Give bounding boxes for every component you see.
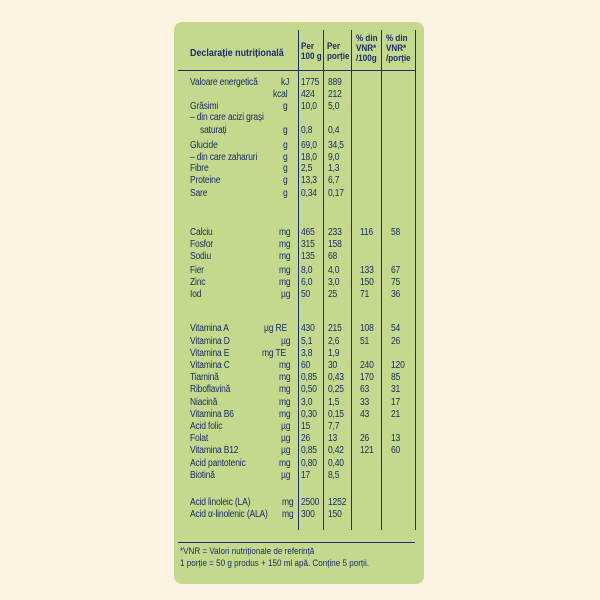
value-per-portie: 5,0 [328,101,340,112]
nutrient-name: Acid folic [190,421,223,432]
value-per-portie: 215 [328,323,342,334]
nutrient-name: Valoare energetică [190,77,258,88]
nutrient-unit: mg [279,227,291,238]
nutrient-unit: µg [281,445,291,456]
nutrient-name: Acid linoleic (LA) [190,497,251,508]
nutrient-unit: mg [279,409,291,420]
value-per-portie: 158 [328,239,342,250]
nutrient-name: Riboflavină [190,384,231,395]
value-vnr-portie: 58 [391,227,401,238]
nutrient-name: Acid α-linolenic (ALA) [190,509,268,520]
value-vnr-100g: 71 [360,289,370,300]
value-per-100g: 50 [301,289,311,300]
value-per-100g: 2500 [301,497,320,508]
nutrient-name: Vitamina B12 [190,445,239,456]
value-per-100g: 0,30 [301,409,317,420]
value-per-100g: 6,0 [301,277,313,288]
value-per-100g: 2,5 [301,163,313,174]
column-divider [381,30,382,530]
value-per-portie: 0,4 [328,125,340,136]
nutrient-unit: kJ [281,77,290,88]
nutrient-unit: mg TE [262,348,287,359]
nutrient-name: Grăsimi [190,101,219,112]
value-per-100g: 3,8 [301,348,313,359]
nutrient-unit: kcal [273,89,288,100]
value-vnr-100g: 26 [360,433,370,444]
value-vnr-portie: 31 [391,384,401,395]
value-per-portie: 0,15 [328,409,344,420]
value-per-portie: 1,3 [328,163,340,174]
value-per-portie: 2,6 [328,336,340,347]
nutrient-unit: µg [281,421,291,432]
value-per-100g: 3,0 [301,397,313,408]
nutrient-unit: mg [282,497,294,508]
value-per-portie: 0,42 [328,445,344,456]
nutrient-name: Glucide [190,140,218,151]
nutrient-name: Iod [190,289,202,300]
value-per-100g: 0,80 [301,458,317,469]
nutrient-unit: g [283,125,288,136]
value-per-portie: 212 [328,89,342,100]
column-divider [415,30,416,530]
nutrient-name: Fier [190,265,204,276]
nutrient-unit: µg RE [264,323,287,334]
nutrient-name: Proteine [190,175,221,186]
nutrient-unit: mg [279,397,291,408]
value-per-100g: 0,50 [301,384,317,395]
value-per-portie: 68 [328,251,338,262]
value-per-100g: 300 [301,509,315,520]
value-vnr-100g: 51 [360,336,370,347]
nutrient-unit: mg [282,509,294,520]
column-divider [298,30,299,530]
nutrient-unit: g [283,188,288,199]
value-per-100g: 13,3 [301,175,317,186]
value-per-100g: 0,85 [301,372,317,383]
nutrient-unit: mg [279,384,291,395]
nutrient-name: Biotină [190,470,215,481]
nutrient-name: Sodiu [190,251,211,262]
value-vnr-portie: 54 [391,323,401,334]
value-per-100g: 424 [301,89,315,100]
value-vnr-100g: 116 [360,227,374,238]
footnote-portion: 1 porție = 50 g produs + 150 ml apă. Conține 5 porții. [180,558,369,569]
value-per-100g: 17 [301,470,311,481]
value-per-portie: 8,5 [328,470,340,481]
value-per-portie: 889 [328,77,342,88]
value-per-portie: 1252 [328,497,347,508]
value-per-100g: 0,34 [301,188,317,199]
value-per-100g: 465 [301,227,315,238]
value-per-portie: 1,5 [328,397,340,408]
nutrient-unit: µg [281,289,291,300]
column-divider [351,30,352,530]
header-per-100g: Per 100 g [301,41,322,62]
value-per-portie: 9,0 [328,152,340,163]
value-vnr-portie: 17 [391,397,401,408]
nutrient-name: saturați [200,125,227,136]
value-vnr-portie: 26 [391,336,401,347]
nutrient-unit: µg [281,470,291,481]
value-per-portie: 4,0 [328,265,340,276]
value-per-portie: 30 [328,360,338,371]
value-per-portie: 0,40 [328,458,344,469]
value-per-portie: 13 [328,433,338,444]
header-per-portie: Per porție [327,41,350,62]
footer-rule [178,542,415,543]
nutrient-name: Niacină [190,397,218,408]
nutrient-unit: g [283,163,288,174]
value-per-100g: 0,85 [301,445,317,456]
value-vnr-portie: 60 [391,445,401,456]
value-vnr-portie: 21 [391,409,401,420]
value-per-100g: 0,8 [301,125,313,136]
nutrient-name: Fosfor [190,239,214,250]
nutrient-name: Vitamina B6 [190,409,234,420]
value-vnr-100g: 108 [360,323,374,334]
header-vnr-portie: % din VNR* /porție [386,33,411,64]
value-per-100g: 8,0 [301,265,313,276]
value-vnr-100g: 133 [360,265,374,276]
nutrient-name: Vitamina E [190,348,230,359]
value-vnr-portie: 13 [391,433,401,444]
value-vnr-100g: 170 [360,372,374,383]
value-per-portie: 0,25 [328,384,344,395]
nutrient-unit: mg [279,251,291,262]
nutrient-unit: g [283,175,288,186]
value-per-portie: 0,17 [328,188,344,199]
value-per-portie: 6,7 [328,175,340,186]
value-vnr-portie: 75 [391,277,401,288]
value-per-100g: 15 [301,421,311,432]
value-per-portie: 25 [328,289,338,300]
value-vnr-100g: 33 [360,397,370,408]
value-per-100g: 5,1 [301,336,313,347]
nutrient-unit: g [283,152,288,163]
nutrient-unit: mg [279,265,291,276]
nutrient-name: Sare [190,188,208,199]
value-per-100g: 135 [301,251,315,262]
value-per-100g: 430 [301,323,315,334]
nutrient-name: – din care zaharuri [190,152,258,163]
nutrient-name: – din care acizi grași [190,112,264,123]
value-per-portie: 3,0 [328,277,340,288]
value-per-100g: 1775 [301,77,320,88]
nutrient-name: Fibre [190,163,209,174]
header-vnr-100g: % din VNR* /100g [356,33,378,64]
column-divider [323,30,324,530]
value-vnr-100g: 121 [360,445,374,456]
nutrient-unit: g [283,140,288,151]
value-per-100g: 69,0 [301,140,317,151]
nutrient-unit: µg [281,336,291,347]
nutrient-unit: mg [279,239,291,250]
value-vnr-100g: 150 [360,277,374,288]
nutrient-name: Zinc [190,277,206,288]
value-vnr-100g: 63 [360,384,370,395]
value-per-100g: 315 [301,239,315,250]
value-vnr-portie: 67 [391,265,401,276]
value-vnr-portie: 85 [391,372,401,383]
nutrient-name: Tiamină [190,372,219,383]
value-per-portie: 1,9 [328,348,340,359]
nutrient-name: Vitamina C [190,360,230,371]
footnote-vnr: *VNR = Valori nutriționale de referință [180,546,315,557]
value-per-portie: 233 [328,227,342,238]
value-per-portie: 34,5 [328,140,344,151]
value-per-100g: 26 [301,433,311,444]
value-per-100g: 60 [301,360,311,371]
nutrient-name: Acid pantotenic [190,458,246,469]
nutrient-name: Calciu [190,227,213,238]
nutrient-name: Vitamina A [190,323,229,334]
nutrient-name: Folat [190,433,209,444]
nutrient-unit: mg [279,372,291,383]
value-vnr-100g: 43 [360,409,370,420]
value-per-100g: 10,0 [301,101,317,112]
nutrient-unit: mg [279,360,291,371]
value-per-100g: 18,0 [301,152,317,163]
value-vnr-portie: 120 [391,360,405,371]
nutrient-unit: mg [279,277,291,288]
header-rule [178,70,415,71]
value-vnr-100g: 240 [360,360,374,371]
value-per-portie: 7,7 [328,421,340,432]
nutrient-unit: mg [279,458,291,469]
table-title: Declarație nutrițională [190,47,284,59]
value-per-portie: 0,43 [328,372,344,383]
nutrient-name: Vitamina D [190,336,230,347]
nutrient-unit: µg [281,433,291,444]
nutrient-unit: g [283,101,288,112]
value-per-portie: 150 [328,509,342,520]
value-vnr-portie: 36 [391,289,401,300]
